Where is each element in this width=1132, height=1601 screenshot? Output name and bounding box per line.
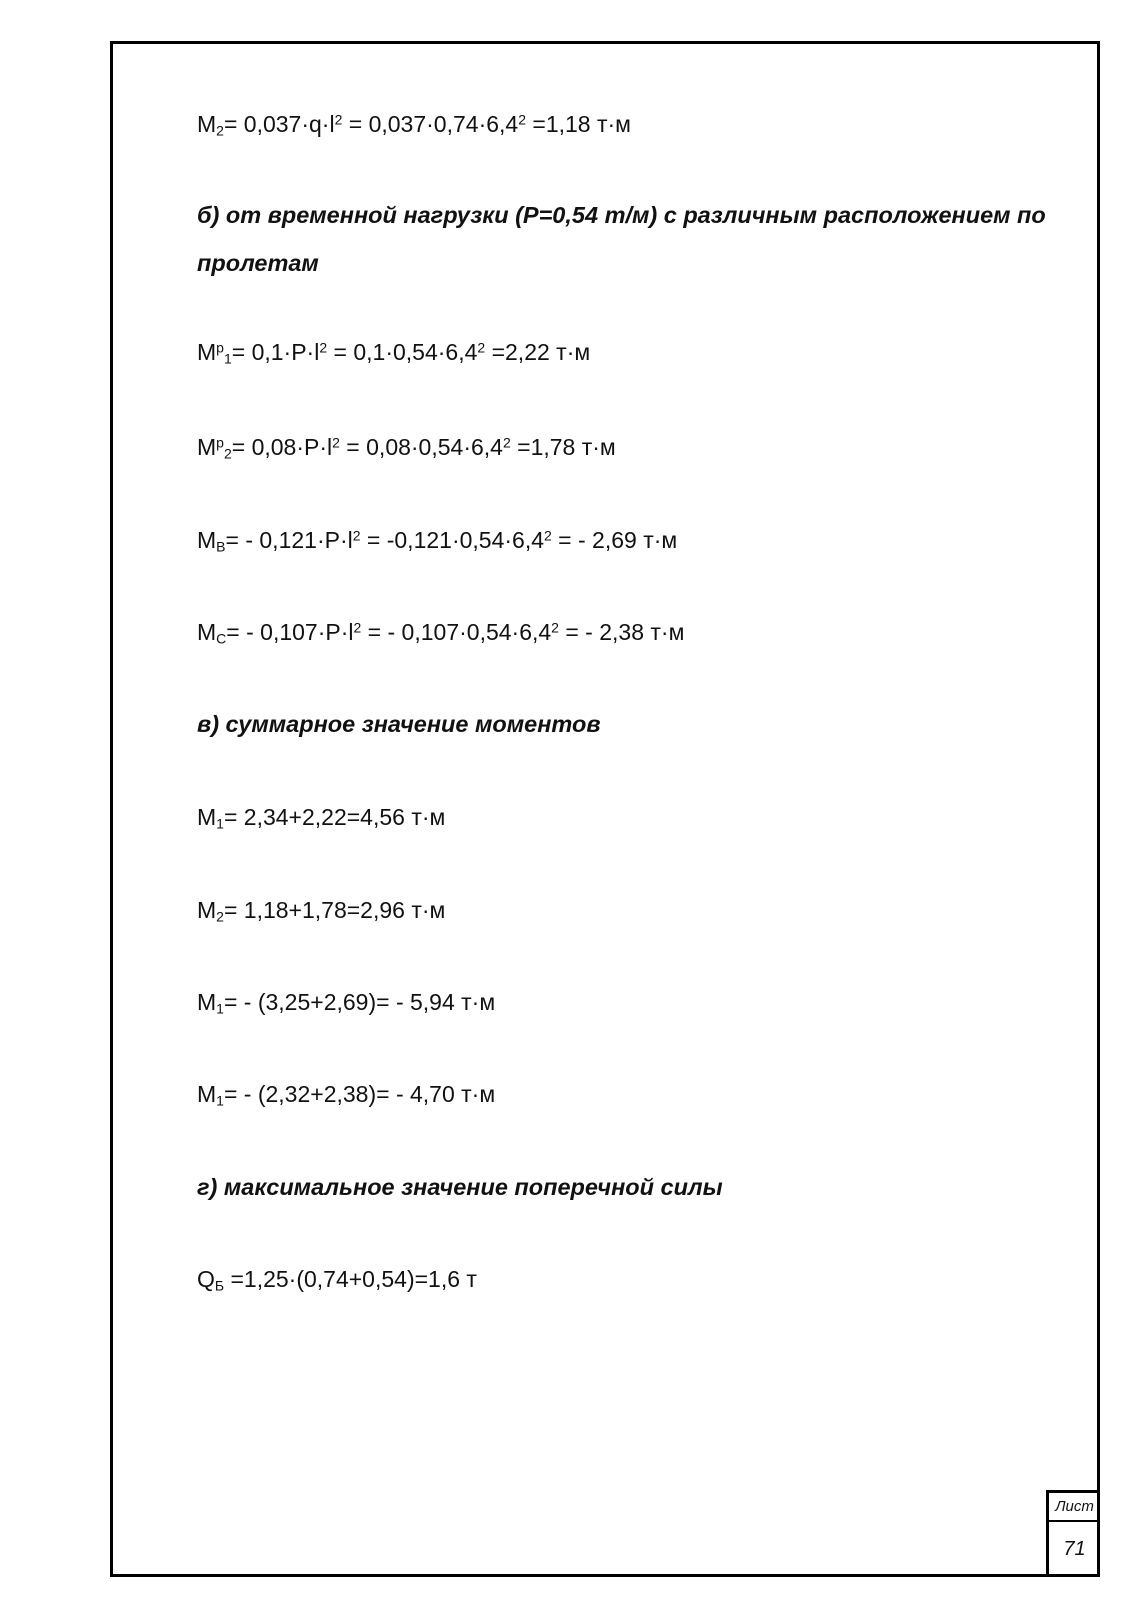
heading-total-moments: в) суммарное значение моментов — [197, 711, 601, 737]
formula-total-m1: $M_1= 2,34+2,22=4,56$ т·м — [197, 804, 446, 832]
formula-total-mc: $M_1= - (2,32+2,38)= - 4,70$ т·м — [197, 1081, 496, 1109]
formula-m2-permanent: $M_2= 0,037\cdot q\cdot l^2 = 0,037\cdot 0,74\cdot 6,4^2 =1,18$ т·м — [197, 111, 631, 139]
formula-mb: $M_B= - 0,121\cdot P\cdot l^2 = -0,121\cdot 0,54\cdot 6,4^2$ = - 2,69 т·м — [197, 527, 678, 555]
formula-mp2: $M^p_2= 0,08\cdot P\cdot l^2 = 0,08\cdot 0,54\cdot 6,4^2 =1,78$ т·м — [197, 434, 616, 462]
sheet-label: Лист — [1049, 1493, 1100, 1522]
formula-shear-q: $Q_Б =1,25\cdot(0,74+0,54)=1,6$ т — [197, 1266, 477, 1294]
heading-temporary-load: б) от временной нагрузки (P=0,54 т/м) с различным расположением по — [197, 202, 1046, 228]
heading-temporary-load-cont: пролетам — [197, 250, 319, 276]
sheet-stamp — [1046, 1490, 1100, 1577]
heading-max-shear: г) максимальное значение поперечной силы — [197, 1174, 723, 1200]
formula-mp1: $M^p_1= 0,1\cdot P\cdot l^2 = 0,1\cdot 0,54\cdot 6,4^2 =2,22$ т·м — [197, 339, 591, 367]
formula-total-m2: $M_2= 1,18+1,78=2,96$ т·м — [197, 897, 446, 925]
formula-mc: $M_C= - 0,107\cdot P\cdot l^2$ = - $0,107\cdot 0,54\cdot 6,4^2$ = - 2,38 т·м — [197, 619, 685, 647]
formula-total-mb: $M_1= - (3,25+2,69)= - 5,94$ т·м — [197, 989, 496, 1017]
sheet-number: 71 — [1063, 1538, 1086, 1560]
